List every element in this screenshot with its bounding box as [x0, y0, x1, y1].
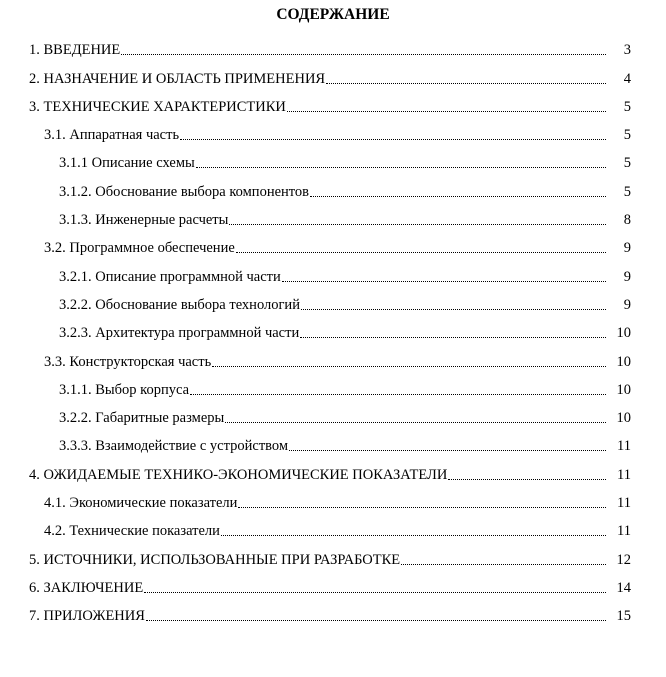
toc-entry-page-number: 3: [623, 42, 631, 59]
toc-entry-page-number: 14: [616, 579, 631, 596]
toc-dot-leader: [229, 224, 606, 225]
toc-entry-page-number: 9: [623, 240, 631, 257]
toc-entry: [0, 317, 666, 345]
toc-entry-label: 3.1.2. Обоснование выбора компонентов: [59, 183, 310, 200]
toc-entry: [0, 487, 666, 515]
table-of-contents: [0, 34, 666, 628]
toc-entry-label: 4.1. Экономические показатели: [44, 495, 238, 512]
toc-entry-page-number: 5: [623, 183, 631, 200]
toc-entry: [0, 34, 666, 62]
toc-entry: [0, 260, 666, 288]
toc-entry-page-number: 9: [623, 268, 631, 285]
toc-entry: [0, 119, 666, 147]
toc-entry-page-number: 10: [616, 381, 631, 398]
toc-dot-leader: [287, 111, 606, 112]
toc-dot-leader: [196, 167, 606, 168]
toc-entry-label: 3.2.3. Архитектура программной части: [59, 325, 300, 342]
toc-entry-label: 5. ИСТОЧНИКИ, ИСПОЛЬЗОВАННЫЕ ПРИ РАЗРАБОТКЕ: [29, 551, 401, 568]
toc-entry: [0, 543, 666, 571]
toc-entry-label: 3.2.2. Габаритные размеры: [59, 410, 225, 427]
toc-entry-page-number: 5: [623, 127, 631, 144]
toc-dot-leader: [289, 450, 606, 451]
toc-entry-label: 3.3.3. Взаимодействие с устройством: [59, 438, 289, 455]
toc-entry-label: 3.1. Аппаратная часть: [44, 127, 180, 144]
toc-entry-label: 1. ВВЕДЕНИЕ: [29, 42, 121, 59]
toc-entry-page-number: 12: [616, 551, 631, 568]
toc-entry: [0, 147, 666, 175]
toc-dot-leader: [146, 620, 606, 621]
toc-entry-label: 3. ТЕХНИЧЕСКИЕ ХАРАКТЕРИСТИКИ: [29, 98, 286, 115]
toc-entry-page-number: 5: [623, 98, 631, 115]
toc-entry-label: 7. ПРИЛОЖЕНИЯ: [29, 608, 145, 625]
toc-entry-page-number: 11: [617, 438, 631, 455]
toc-entry-page-number: 8: [623, 212, 631, 229]
toc-dot-leader: [236, 252, 606, 253]
toc-dot-leader: [180, 139, 606, 140]
toc-entry: [0, 374, 666, 402]
toc-entry-label: 2. НАЗНАЧЕНИЕ И ОБЛАСТЬ ПРИМЕНЕНИЯ: [29, 70, 326, 87]
toc-entry: [0, 232, 666, 260]
toc-entry: [0, 204, 666, 232]
toc-dot-leader: [300, 337, 606, 338]
toc-entry: [0, 345, 666, 373]
toc-entry-page-number: 11: [617, 466, 631, 483]
toc-dot-leader: [401, 564, 606, 565]
toc-entry-page-number: 11: [617, 495, 631, 512]
toc-entry-label: 4.2. Технические показатели: [44, 523, 220, 540]
toc-entry-page-number: 15: [616, 608, 631, 625]
toc-entry-page-number: 5: [623, 155, 631, 172]
toc-entry-page-number: 10: [616, 325, 631, 342]
toc-entry-page-number: 10: [616, 353, 631, 370]
toc-entry-label: 3.2. Программное обеспечение: [44, 240, 235, 257]
toc-entry-page-number: 4: [623, 70, 631, 87]
toc-entry: [0, 430, 666, 458]
toc-entry: [0, 175, 666, 203]
toc-entry-label: 6. ЗАКЛЮЧЕНИЕ: [29, 579, 144, 596]
toc-dot-leader: [326, 83, 606, 84]
toc-entry-label: 3.1.3. Инженерные расчеты: [59, 212, 229, 229]
toc-entry-page-number: 11: [617, 523, 631, 540]
toc-dot-leader: [448, 479, 606, 480]
toc-entry: [0, 62, 666, 90]
toc-entry-label: 3.2.1. Описание программной части: [59, 268, 281, 285]
toc-entry-page-number: 10: [616, 410, 631, 427]
toc-dot-leader: [282, 281, 606, 282]
toc-entry: [0, 515, 666, 543]
toc-dot-leader: [238, 507, 606, 508]
toc-entry: [0, 402, 666, 430]
toc-entry: [0, 572, 666, 600]
toc-entry: [0, 289, 666, 317]
toc-dot-leader: [144, 592, 606, 593]
toc-entry-page-number: 9: [623, 296, 631, 313]
toc-entry: [0, 458, 666, 486]
toc-dot-leader: [190, 394, 606, 395]
toc-dot-leader: [212, 366, 606, 367]
toc-dot-leader: [301, 309, 606, 310]
toc-dot-leader: [221, 535, 606, 536]
toc-entry-label: 3.1.1. Выбор корпуса: [59, 381, 190, 398]
toc-dot-leader: [121, 54, 606, 55]
toc-entry-label: 3.2.2. Обоснование выбора технологий: [59, 296, 300, 313]
toc-entry-label: 4. ОЖИДАЕМЫЕ ТЕХНИКО-ЭКОНОМИЧЕСКИЕ ПОКАЗАТЕЛИ: [29, 466, 448, 483]
toc-entry: [0, 600, 666, 628]
page-title: СОДЕРЖАНИЕ: [276, 6, 390, 23]
toc-entry-label: 3.3. Конструкторская часть: [44, 353, 212, 370]
toc-dot-leader: [225, 422, 606, 423]
toc-dot-leader: [310, 196, 606, 197]
toc-entry: [0, 91, 666, 119]
toc-entry-label: 3.1.1 Описание схемы: [59, 155, 195, 172]
